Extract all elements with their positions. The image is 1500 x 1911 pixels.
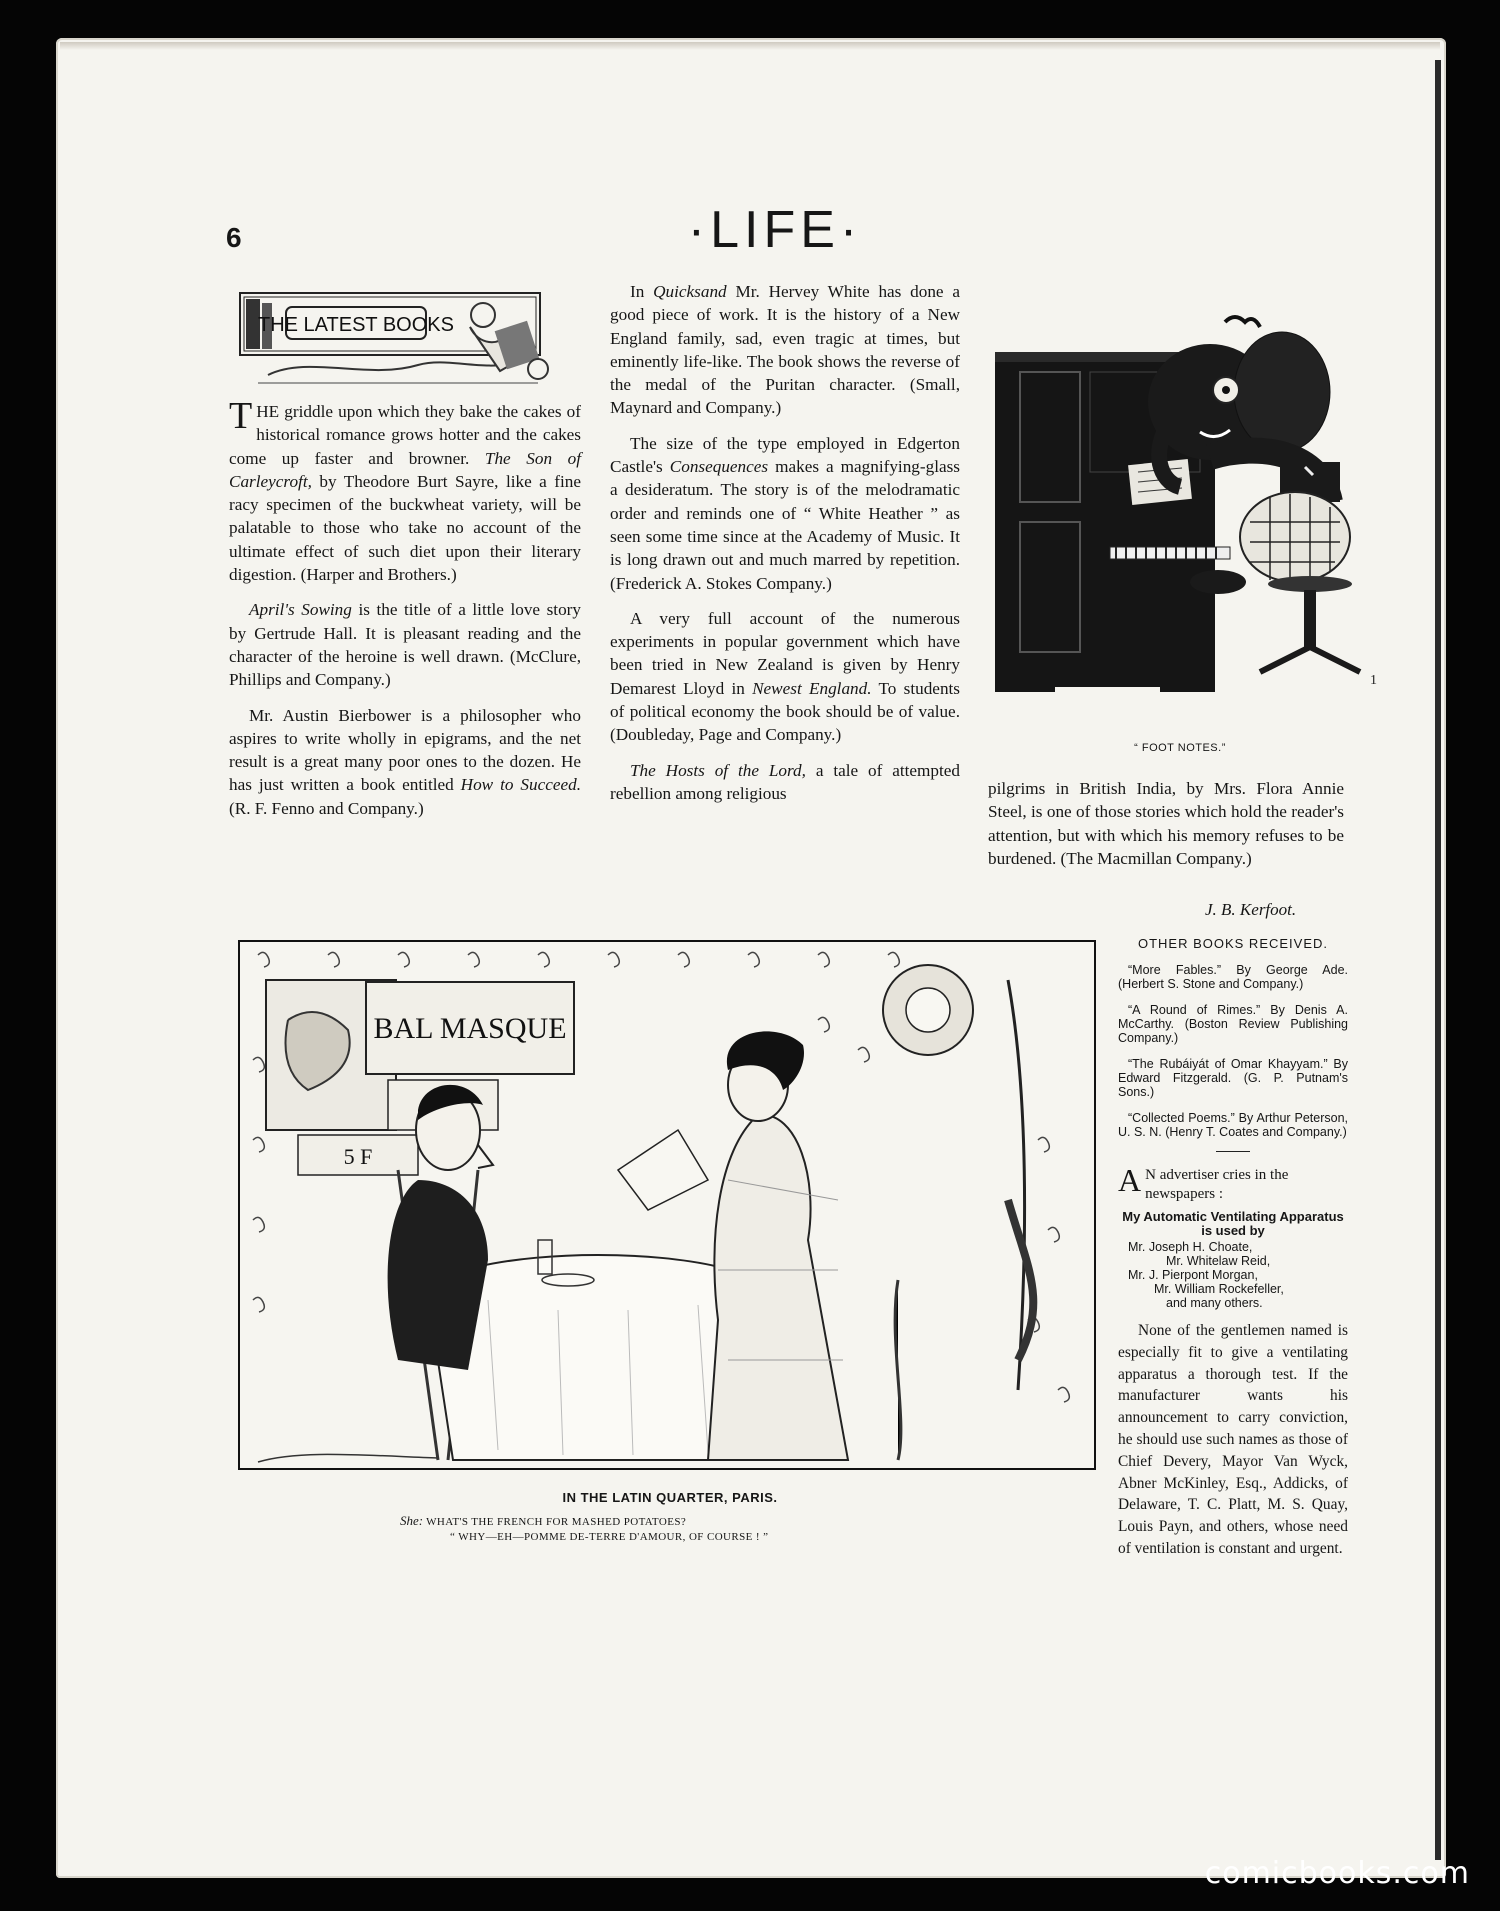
- column-2: [610, 280, 960, 817]
- book-title: The Hosts of the Lord,: [630, 760, 806, 780]
- cartoon-line-1: [400, 1513, 960, 1529]
- name: Mr. Joseph H. Choate,: [1128, 1240, 1253, 1254]
- book-entry: “The Rubáiyát of Omar Khayyam.” By Edward Fitzgerald. (G. P. Putnam's Sons.): [1118, 1057, 1348, 1099]
- book-title: Newest England.: [752, 678, 872, 698]
- svg-text:1: 1: [1370, 673, 1377, 688]
- name: and many others.: [1166, 1296, 1263, 1310]
- cartoon-question: WHAT'S THE FRENCH FOR MASHED POTATOES?: [426, 1516, 687, 1528]
- cartoon-answer: “ WHY—EH—POMME DE-TERRE D'AMOUR, OF COURSE ! ”: [450, 1531, 769, 1543]
- paragraph-aprils-sowing: [229, 598, 581, 691]
- banner-label: THE LATEST BOOKS: [258, 314, 454, 336]
- text: The size of the type employed in Edgerton Castle's: [610, 433, 960, 477]
- other-books-heading: OTHER BOOKS RECEIVED.: [1137, 936, 1329, 951]
- name: Mr. William Rockefeller,: [1154, 1282, 1284, 1296]
- column-1: [229, 395, 581, 832]
- text: (R. F. Fenno and Company.): [229, 798, 424, 818]
- paragraph-how-to-succeed: [229, 704, 581, 820]
- divider: [1216, 1151, 1250, 1152]
- text: HE griddle upon which they bake the cakes of historical romance grows hotter and the cakes come up faster and browner.: [229, 402, 581, 468]
- speaker-label: She:: [400, 1513, 424, 1528]
- paragraph-son-of-carleycroft: [229, 395, 581, 586]
- page-top-edge: [60, 42, 1440, 50]
- paragraph-continued: pilgrims in British India, by Mrs. Flora Annie Steel, is one of those stories which hold the reader's attention, but with which his memory refuses to be burdened. (The Macmillan Company.): [988, 779, 1344, 868]
- cartoon-dialogue: [400, 1513, 960, 1543]
- sidebar: [1118, 935, 1348, 1560]
- page-number: 6: [226, 222, 242, 253]
- masthead: ·LIFE·: [687, 201, 863, 259]
- book-entry: “Collected Poems.” By Arthur Peterson, U. S. N. (Henry T. Coates and Company.): [1118, 1111, 1348, 1139]
- latin-quarter-cartoon: [238, 940, 1096, 1470]
- drop-cap: A: [1118, 1162, 1142, 1198]
- book-entry: “More Fables.” By George Ade. (Herbert S. Stone and Company.): [1118, 963, 1348, 991]
- text: is the title of a little love story by Gertrude Hall. It is pleasant reading and the character of the heroine is well drawn. (McClure, Phillips and Company.): [229, 600, 581, 690]
- text: A very full account of the numerous experiments in popular government which have been tried in New Zealand is given by Henry Demarest Lloyd in: [610, 608, 960, 698]
- svg-text:5 F: 5 F: [343, 1144, 373, 1169]
- paragraph-newest-england: [610, 607, 960, 747]
- elephant-piano-illustration: [990, 312, 1385, 722]
- bal-masque-sign: BAL MASQUE: [373, 1012, 567, 1045]
- book-title: How to Succeed.: [460, 775, 581, 795]
- text: a tale of attempted rebellion among religious: [610, 760, 960, 803]
- book-entry: “A Round of Rimes.” By Denis A. McCarthy. (Boston Review Publishing Company.): [1118, 1003, 1348, 1045]
- name: Mr. Whitelaw Reid,: [1166, 1254, 1271, 1268]
- elephant-caption: “ FOOT NOTES.”: [1134, 742, 1226, 754]
- drop-cap: T: [229, 395, 253, 437]
- text: Mr. Hervey White has done a good piece of work. It is the history of a New England family, sad, even tragic at times, but eminently life-like. The book shows the reverse of the medal of the Puritan character. (Small, Maynard and Company.): [610, 282, 960, 418]
- paragraph-hosts-of-the-lord: [610, 759, 960, 806]
- text: Mr. Austin Bierbower is a philosopher who aspires to write wholly in epigrams, and the net result is a great many poor ones to the dozen. He has just written a book entitled: [229, 705, 581, 795]
- cartoon-title: IN THE LATIN QUARTER, PARIS.: [562, 1490, 778, 1505]
- advertiser-intro: [1118, 1162, 1348, 1204]
- book-title: Quicksand: [653, 282, 727, 301]
- book-title: The Son of Carleycroft,: [229, 448, 581, 491]
- advertisement-commentary: None of the gentlemen named is especially fit to give a ventilating apparatus a thorough test. If the manufacturer wants his announcement to carry conviction, he should use such names as those of Chief Devery, Mayor Van Wyck, Abner McKinley, Esq., Addicks, of Delaware, T. C. Platt, M. S. Quay, Louis Payn, and others, whose need of ventilation is constant and urgent.: [1118, 1322, 1348, 1557]
- text: N advertiser cries in the newspapers :: [1145, 1167, 1289, 1202]
- paragraph-quicksand: [610, 280, 960, 420]
- text: To students of political economy the book should be of value. (Doubleday, Page and Company.): [610, 678, 960, 745]
- latest-books-banner: [238, 285, 563, 395]
- name: Mr. J. Pierpont Morgan,: [1128, 1268, 1258, 1282]
- text: by Theodore Burt Sayre, like a fine racy specimen of the buckwheat variety, will be palatable to those who take no account of the ultimate effect of such diet upon their literary digestion. (Harper and Brothers.): [229, 471, 581, 585]
- column-3: [988, 777, 1344, 882]
- advertisement-headline: My Automatic Ventilating Apparatus is used by: [1122, 1209, 1344, 1238]
- author-signature: J. B. Kerfoot.: [1205, 900, 1297, 919]
- text: makes a magnifying-glass a desideratum. The story is of the melodramatic order and reminds one of “ White Heather ” as seen some time since at the Academy of Music. It is long drawn out and much marred by repetition. (Frederick A. Stokes Company.): [610, 457, 960, 593]
- page-spine: [1435, 60, 1441, 1860]
- book-title: April's Sowing: [249, 600, 352, 620]
- paragraph-consequences: [610, 432, 960, 595]
- text: In: [630, 282, 654, 301]
- advertisement-names: [1128, 1240, 1348, 1310]
- book-title: Consequences: [669, 457, 769, 477]
- site-watermark: comicbooks.com: [1204, 1856, 1470, 1891]
